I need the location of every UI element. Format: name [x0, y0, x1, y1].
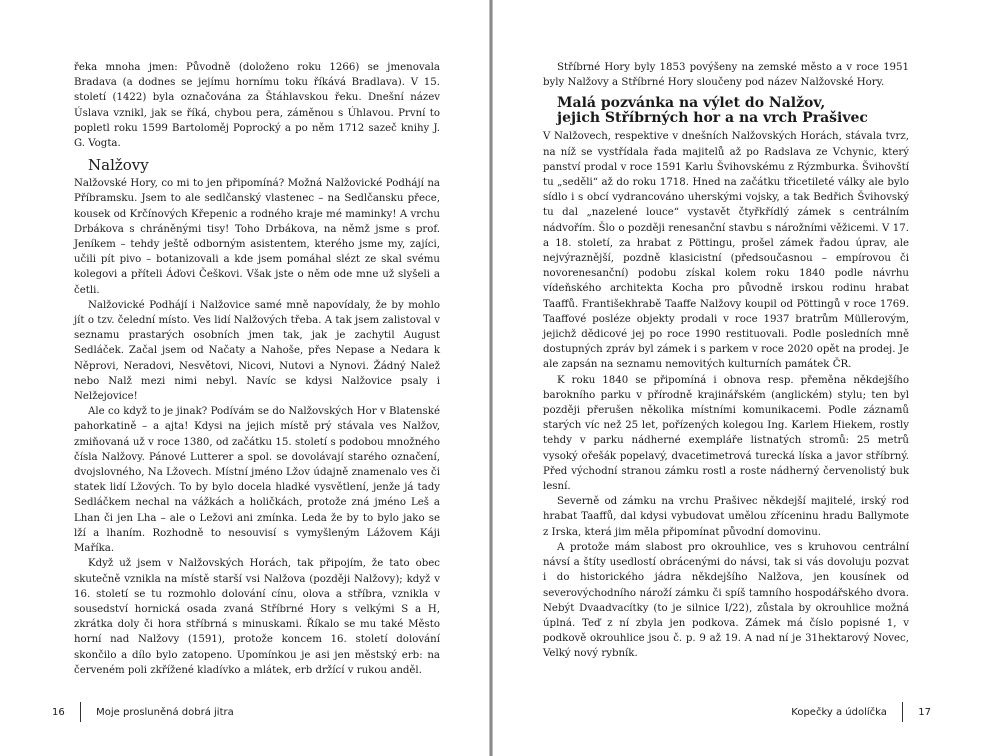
left-paragraph-3: Nalžovické Podhájí i Nalžovice samé mně napovídaly, že by mohlo jít o tzv. čelední místo. Ves lidí Nalžových třeba. A tak jsem zalistoval v seznamu prastarých osobních jmen tak, jak je zachytil August Sedláček. Začal jsem od Načaty a Nahoše, přes Nepase a Nedara k Něprovi, Neradovi, Nesvětovi, Nicovi, Nutovi a Nynovi. Žádný Nalež nebo Nalž mezi nimi nebyl. Navíc se kdysi Nalžovice psaly i Nelžejovice! — [74, 299, 440, 403]
left-paragraph-4: Ale co když to je jinak? Podívám se do Nalžovských Hor v Blatenské pahorkatině – a ajta! Kdysi na jejich místě prý stávala ves Nalžov, zmiňovaná už v roce 1380, od začátku 15. století s podobou množného čísla Nalžovy. Pánové Lutterer a spol. se dovolávají starého označení, dvojslovného, Na Lžovech. Místní jméno Lžov údajně znamenalo ves či statek lidí Lžových. To by bylo docela hladké vysvětlení, jenže já tady Sedláčkem nechal na vážkách a holičkách, protože zná jméno Leš a Lhan či jen Lha – ale o Ležovi ani zmínka. Leda že by to bylo jako se lží a lhaním. Rozhodně to nesouvisí s vymyšleným Lážovem Káji Maříka. — [74, 406, 440, 555]
heading-line-2: jejich Stříbrných hor a na vrch Prašivec — [557, 110, 868, 127]
running-title-left: Moje prosluněná dobrá jitra — [96, 706, 234, 718]
right-paragraph-5: A protože mám slabost pro okrouhlice, ves s kruhovou centrální návsí a štíty usedlostí obrácenými do návsi, tak si vás dovoluju pozvat i do historického jádra někdejšího Nalžova, jen kousínek od severovýchodního nároží zámku či spíš tamního hospodářského dvora. Nebýt Dvaadvacítky (to je silnice I/22), zůstala by okrouhlice možná úplná. Teď z ní zbyla jen podkova. Zámek má číslo popisné 1, v podkově okrouhlice jsou č. p. 9 až 19. A nad ní je 31hektarový Novec, Velký nový rybník. — [543, 541, 909, 660]
right-paragraph-4: Severně od zámku na vrchu Prašivec někdejší majitelé, irský rod hrabat Taaffů, dal kdysi vybudovat umělou zříceninu hradu Ballymote z Irska, která jim měla připomínat původní domovinu. — [543, 496, 909, 538]
book-gutter — [489, 0, 493, 756]
heading-line-1: Malá pozvánka na výlet do Nalžov, — [557, 95, 826, 112]
footer-divider — [902, 702, 903, 722]
left-paragraph-5: Když už jsem v Nalžovských Horách, tak připojím, že tato obec skutečně vznikla na místě starší vsi Nalžova (později Nalžovy); když v 16. století se tu rozmohlo dolování cínu, olova a stříbra, vznikla v sousedství hornická osada zvaná Stříbrné Hory s velkými S a H, zkrátka doly či hora stříbrná s minuskami. Říkalo se mu také Město horní nad Nalžovy (1591), protože koncem 16. století dolování skončilo a dílo bylo zatopeno. Upomínkou je asi jen městský erb: na červeném poli zkřížené kladívko a mlátek, erb držící v rukou anděl. — [74, 558, 440, 676]
left-page-text — [74, 60, 440, 678]
left-paragraph-2: Nalžovské Hory, co mi to jen připomíná? Možná Nalžovické Podhájí na Příbramsku. Jsem to ale sedlčanský vlastenec – na Sedlčansku přece, kousek od Krčínových Křepenic a rodného kraje mé maminky! A vrchu Drbákova s chráněnými tisy! Toho Drbákova, na němž jsme s prof. Jeníkem – tehdy ještě odborným asistentem, kterého jsme my, zajíci, učili pít pivo – botanizovali a kde jsem pomáhal slézt ze skal svému kolegovi a příteli Áďovi Češkovi. Však jste o něm ode mne už slyšeli a četli. — [74, 178, 440, 296]
right-footer — [791, 702, 931, 722]
right-paragraph-3: K roku 1840 se připomíná i obnova resp. přeměna někdejšího barokního parku v přírodně krajinářském (anglickém) stylu; ten byl později přerušen několika místními komunikacemi. Podle záznamů starých víc než 25 let, pořízených kolegou Ing. Karlem Hiekem, rostly tehdy v parku nádherné exempláře listnatých stromů: 25 metrů vysoký ořešák popelavý, dvacetimetrová turecká líska a javor stříbrný. Před východní stranou zámku rostl a roste nádherný červenolistý buk lesní. — [543, 374, 909, 493]
section-heading-nalzovy: Nalžovy — [88, 156, 149, 175]
page-number-right: 17 — [918, 706, 931, 718]
right-page-text — [543, 60, 909, 662]
page-number-left: 16 — [52, 706, 65, 718]
right-paragraph-1: Stříbrné Hory byly 1853 povýšeny na zemské město a v roce 1951 byly Nalžovy a Stříbrné Hory sloučeny pod název Nalžovské Hory. — [543, 62, 909, 89]
left-page — [74, 60, 440, 678]
right-page — [543, 60, 909, 662]
footer-divider — [80, 702, 81, 722]
left-footer — [52, 702, 234, 722]
left-paragraph-1: řeka mnoha jmen: Původně (doloženo roku 1266) se jmenovala Bradava (a dodnes se jejímu hornímu toku říkává Bradlava). V 15. století (1422) byla označována za Štáhlavskou řeku. Dnešní název Úslava vznikl, jak se říká, chybou pera, záměnou s Úhlavou. První to popletl roku 1599 Bartoloměj Poprocký a po něm 1712 sazeč knihy J. G. Vogta. — [74, 62, 440, 150]
running-title-right: Kopečky a údolíčka — [791, 706, 887, 718]
right-paragraph-2: V Nalžovech, respektive v dnešních Nalžovských Horách, stávala tvrz, na níž se vystřídala řada majitelů až po Radslava ze Vchynic, který panství prodal v roce 1591 Karlu Švihovskému z Rýzmburka. Švihovští tu „seděli“ až do roku 1718. Hned na začátku třicetileté války ale bylo sídlo i s obcí vydrancováno uherskými vojsky, a tak Bedřich Švihovský tu dal „nazelené louce“ vystavět čtyřkřídlý zámek s centrálním nádvořím. Šlo o později renesanční stavbu s nárožními věžicemi. V 17. a 18. století, za hrabat z Pöttingu, prošel zámek řadou úprav, ale nejvýraznější, pozdně klasicistní (předsoučasnou – empírovou či novorenesanční) podobu získal kolem roku 1840 podle návrhu vídeňského architekta Kocha pro původně irskou rodinu hrabat Taaffů. Františekhrabě Taaffe Nalžovy koupil od Pöttingů v roce 1769. Taaffové posléze objekty prodali v roce 1937 bratrům Müllerovým, jejichž dědicové jej po roce 1990 restituovali. Podle posledních mně dostupných zpráv byl zámek i s parkem v roce 2020 opět na prodej. Je ale zapsán na seznamu nemovitých kulturních památek ČR. — [543, 131, 909, 371]
section-heading-pozvanka — [557, 96, 909, 126]
